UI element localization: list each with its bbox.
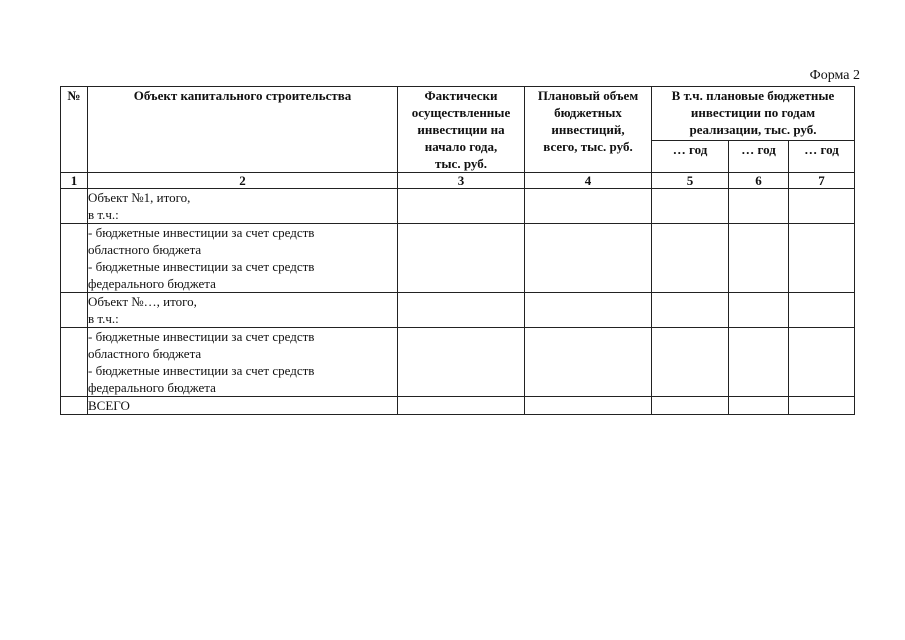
cell-value (652, 189, 729, 224)
cell-value (789, 328, 855, 397)
cell-value (729, 224, 789, 293)
header-plan-line: бюджетных (554, 105, 622, 120)
cell-value (525, 224, 652, 293)
header-fact-line: начало года, (424, 139, 498, 154)
cell-number (61, 328, 88, 397)
cell-number (61, 189, 88, 224)
header-plan-line: всего, тыс. руб. (543, 139, 633, 154)
header-plan-line: Плановый объем (537, 88, 639, 103)
header-fact-line: инвестиции на (417, 122, 505, 137)
cell-value (729, 189, 789, 224)
object-line: Объект №…, итого, (88, 294, 197, 309)
header-actual-investments (398, 87, 525, 173)
cell-value (398, 397, 525, 415)
cell-number (61, 224, 88, 293)
object-line: в т.ч.: (88, 311, 119, 326)
header-object: Объект капитального строительства (88, 87, 398, 173)
cell-value (789, 189, 855, 224)
cell-object (88, 397, 398, 415)
header-planned-volume (525, 87, 652, 173)
object-line: областного бюджета (88, 242, 202, 257)
header-fact-line: осуществленные (411, 105, 511, 120)
cell-value (525, 293, 652, 328)
header-year-3: … год (789, 141, 855, 173)
object-line: - бюджетные инвестиции за счет средств (88, 363, 315, 378)
cell-value (789, 293, 855, 328)
cell-value (789, 224, 855, 293)
object-line: - бюджетные инвестиции за счет средств (88, 329, 315, 344)
table-row (61, 328, 855, 397)
cell-value (652, 293, 729, 328)
header-plan-line: инвестиций, (551, 122, 625, 137)
cell-value (652, 328, 729, 397)
object-line: - бюджетные инвестиции за счет средств (88, 225, 315, 240)
cell-value (525, 397, 652, 415)
table-row (61, 293, 855, 328)
cell-value (398, 224, 525, 293)
header-years-line: инвестиции по годам (690, 105, 816, 120)
object-line: федерального бюджета (88, 380, 216, 395)
cell-number (61, 397, 88, 415)
cell-number (61, 293, 88, 328)
cell-value (525, 328, 652, 397)
cell-object (88, 328, 398, 397)
cell-value (729, 293, 789, 328)
header-years-group (652, 87, 855, 141)
header-fact-line: Фактически (424, 88, 498, 103)
column-number: 5 (652, 173, 729, 189)
column-number: 1 (61, 173, 88, 189)
header-fact-line: тыс. руб. (435, 156, 487, 171)
column-number: 6 (729, 173, 789, 189)
column-number: 7 (789, 173, 855, 189)
object-line: - бюджетные инвестиции за счет средств (88, 259, 315, 274)
form-label: Форма 2 (809, 68, 860, 83)
investment-table (60, 86, 855, 415)
header-years-line: реализации, тыс. руб. (689, 122, 817, 137)
header-year-1: … год (652, 141, 729, 173)
cell-value (652, 397, 729, 415)
table-row (61, 224, 855, 293)
cell-value (525, 189, 652, 224)
object-line: областного бюджета (88, 346, 202, 361)
cell-value (789, 397, 855, 415)
cell-object (88, 189, 398, 224)
column-number: 2 (88, 173, 398, 189)
column-number: 3 (398, 173, 525, 189)
total-label: ВСЕГО (88, 398, 130, 413)
table-row (61, 189, 855, 224)
cell-value (729, 397, 789, 415)
object-line: в т.ч.: (88, 207, 119, 222)
cell-value (652, 224, 729, 293)
table-row-total (61, 397, 855, 415)
cell-value (398, 293, 525, 328)
header-year-2: … год (729, 141, 789, 173)
cell-object (88, 293, 398, 328)
cell-value (729, 328, 789, 397)
object-line: Объект №1, итого, (88, 190, 191, 205)
cell-value (398, 189, 525, 224)
header-number: № (61, 87, 88, 173)
object-line: федерального бюджета (88, 276, 216, 291)
column-number: 4 (525, 173, 652, 189)
cell-value (398, 328, 525, 397)
cell-object (88, 224, 398, 293)
header-years-line: В т.ч. плановые бюджетные (671, 88, 835, 103)
